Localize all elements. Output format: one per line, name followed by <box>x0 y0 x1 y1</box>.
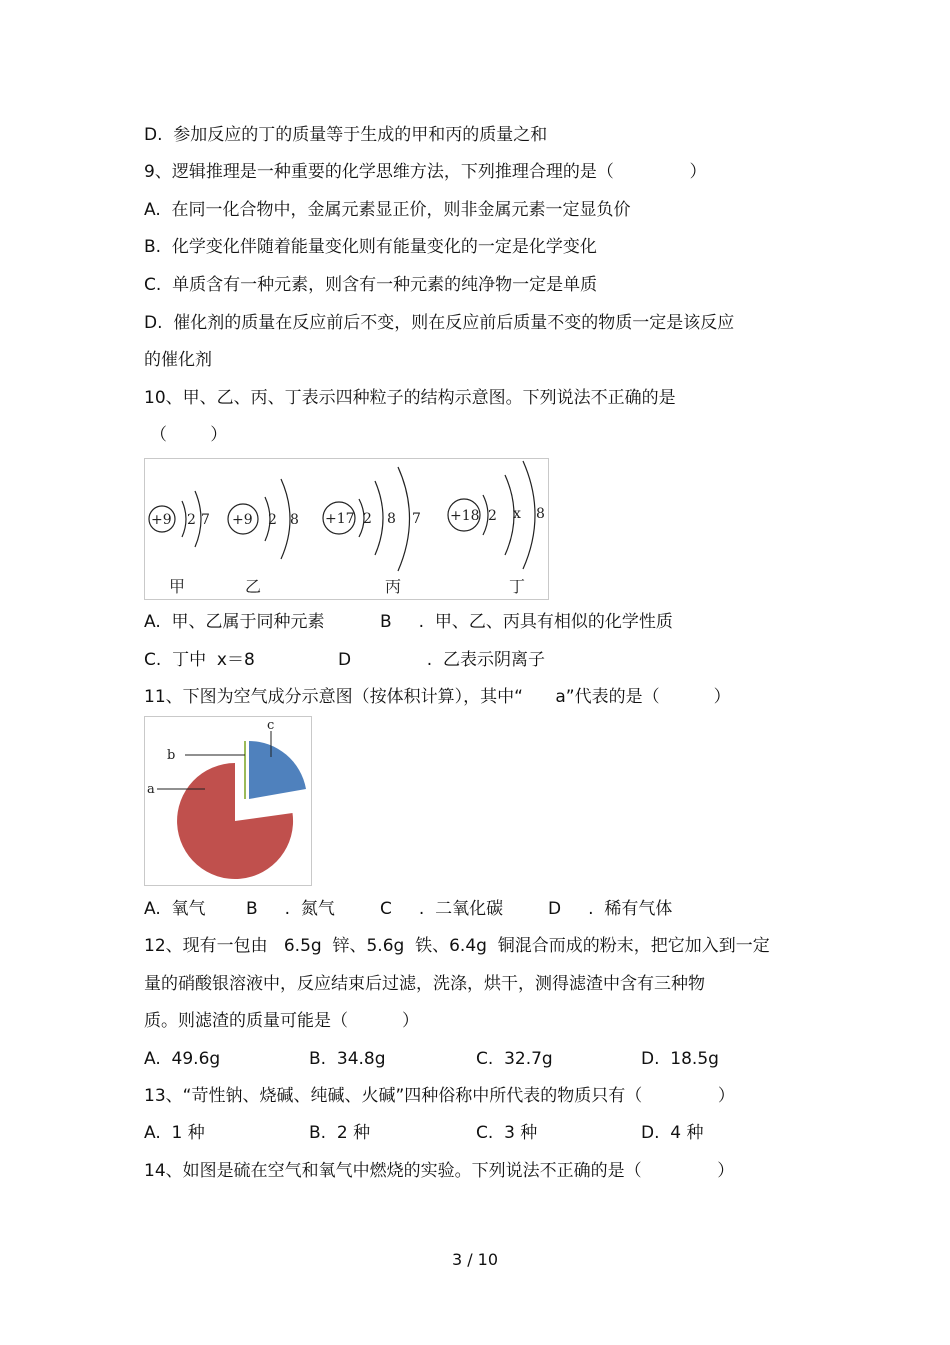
q12-option-d: D. 18.5g <box>641 1049 719 1069</box>
q8-option-d: D. 参加反应的丁的质量等于生成的甲和丙的质量之和 <box>144 125 548 145</box>
air-composition-figure <box>144 716 312 886</box>
q12-stem-2: 量的硝酸银溶液中，反应结束后过滤，洗涤，烘干，测得滤渣中含有三种物 <box>144 974 705 994</box>
atom-2-label: 乙 <box>245 577 262 596</box>
q9-option-c: C. 单质含有一种元素，则含有一种元素的纯净物一定是单质 <box>144 275 598 295</box>
q13-option-b: B. 2 种 <box>309 1123 371 1143</box>
atom-4-shell-1: 2 <box>488 508 497 524</box>
atom-2-shell-2: 8 <box>290 512 299 528</box>
q12-option-b: B. 34.8g <box>309 1049 386 1069</box>
q13-option-a: A. 1 种 <box>144 1123 205 1143</box>
atom-4-label: 丁 <box>509 577 526 596</box>
atom-4-shell-3: 8 <box>536 506 545 522</box>
q10-option-c: C. 丁中 x＝8 <box>144 650 255 670</box>
q13-stem: 13、“苛性钠、烧碱、纯碱、火碱”四种俗称中所代表的物质只有（ ） <box>144 1086 735 1106</box>
atom-1-shell-2: 7 <box>201 512 210 528</box>
atom-3-shell-3: 7 <box>412 511 421 527</box>
pie-label-b: b <box>167 748 176 763</box>
atom-2-shell-1: 2 <box>268 512 277 528</box>
q10-paren: （ ） <box>150 425 228 445</box>
atom-4-shell-2: x <box>513 506 521 522</box>
q11-option-c: C . 二氧化碳 <box>380 899 504 919</box>
q11-stem: 11、下图为空气成分示意图（按体积计算），其中“ a”代表的是（ ） <box>144 687 731 707</box>
page-number: 3 / 10 <box>451 1250 499 1269</box>
q12-option-a: A. 49.6g <box>144 1049 221 1069</box>
q11-option-d: D . 稀有气体 <box>548 899 673 919</box>
q10-option-b: B . 甲、乙、丙具有相似的化学性质 <box>380 612 673 632</box>
atom-3-nucleus: +17 <box>325 511 355 527</box>
q9-option-d: D. 催化剂的质量在反应前后不变，则在反应前后质量不变的物质一定是该反应 <box>144 313 735 333</box>
atom-1-nucleus: +9 <box>151 512 172 528</box>
pie-slice-c <box>249 741 306 799</box>
q9-option-d-cont: 的催化剂 <box>144 350 212 370</box>
pie-label-c: c <box>267 718 275 733</box>
q13-option-c: C. 3 种 <box>476 1123 538 1143</box>
atom-1-label: 甲 <box>169 577 186 596</box>
atom-4-nucleus: +18 <box>450 508 480 524</box>
q9-stem: 9、逻辑推理是一种重要的化学思维方法，下列推理合理的是（ ） <box>144 162 707 182</box>
atom-3-shell-2: 8 <box>387 511 396 527</box>
q11-option-b: B . 氮气 <box>246 899 335 919</box>
pie-slice-b <box>244 741 246 799</box>
q10-stem: 10、甲、乙、丙、丁表示四种粒子的结构示意图。下列说法不正确的是 <box>144 388 676 408</box>
q10-option-a: A. 甲、乙属于同种元素 <box>144 612 325 632</box>
q9-option-a: A. 在同一化合物中，金属元素显正价，则非金属元素一定显负价 <box>144 200 631 220</box>
atom-2-nucleus: +9 <box>232 512 253 528</box>
q9-option-b: B. 化学变化伴随着能量变化则有能量变化的一定是化学变化 <box>144 237 597 257</box>
q14-stem: 14、如图是硫在空气和氧气中燃烧的实验。下列说法不正确的是（ ） <box>144 1161 735 1181</box>
q11-option-a: A. 氧气 <box>144 899 206 919</box>
q13-option-d: D. 4 种 <box>641 1123 704 1143</box>
pie-label-a: a <box>147 782 155 797</box>
atom-structure-figure <box>144 458 549 600</box>
atom-3-shell-1: 2 <box>363 511 372 527</box>
q12-stem: 12、现有一包由 6.5g 锌、5.6g 铁、6.4g 铜混合而成的粉末，把它加入到一定 <box>144 936 770 956</box>
atom-3-label: 丙 <box>385 577 402 596</box>
q10-option-d: D . 乙表示阴离子 <box>338 650 545 670</box>
q12-option-c: C. 32.7g <box>476 1049 553 1069</box>
atom-1-shell-1: 2 <box>187 512 196 528</box>
q12-stem-3: 质。则滤渣的质量可能是（ ） <box>144 1011 420 1031</box>
